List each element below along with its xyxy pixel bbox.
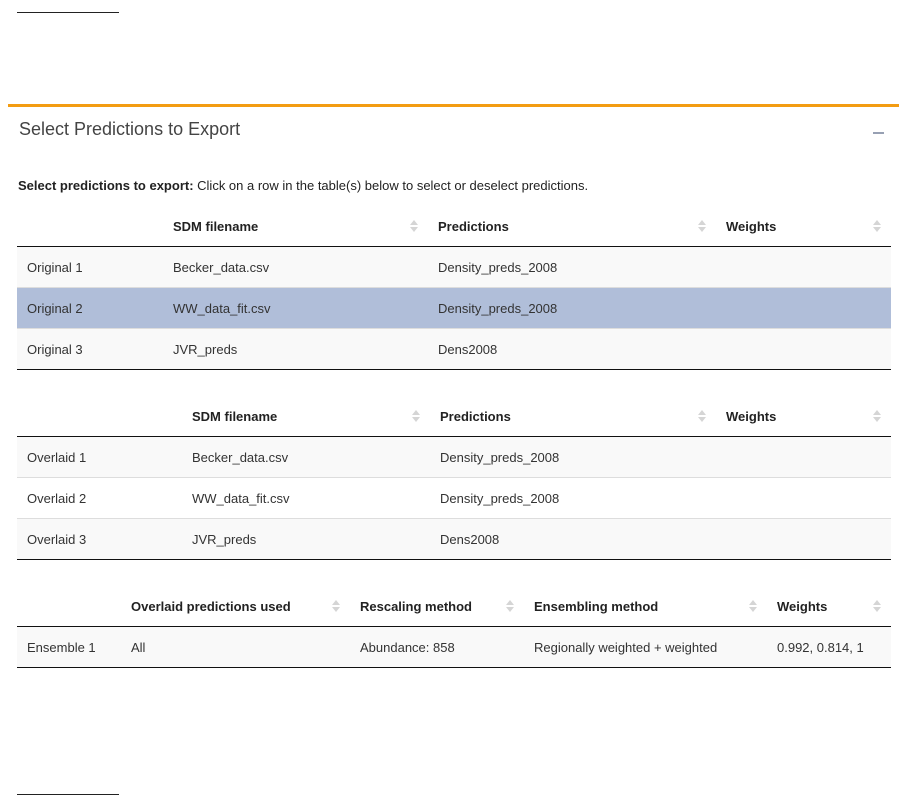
column-header-overlaid-predictions-used[interactable] bbox=[121, 586, 350, 627]
column-header-sdm-filename[interactable] bbox=[163, 206, 428, 247]
overlaid-predictions-table bbox=[17, 396, 891, 560]
predictions-cell: Dens2008 bbox=[428, 329, 716, 370]
column-header-label: Weights bbox=[777, 598, 828, 614]
sort-icon[interactable] bbox=[698, 410, 706, 422]
overlaid-used-cell: All bbox=[121, 627, 350, 668]
ensemble-predictions-table bbox=[17, 586, 891, 668]
table-row[interactable] bbox=[17, 437, 891, 478]
column-header-label: Overlaid predictions used bbox=[131, 598, 291, 614]
column-header-label: SDM filename bbox=[192, 408, 278, 424]
export-predictions-box bbox=[8, 104, 899, 671]
weights-cell bbox=[716, 519, 891, 560]
column-header-id bbox=[17, 396, 182, 437]
weights-cell bbox=[716, 329, 891, 370]
table-row[interactable] bbox=[17, 247, 891, 288]
column-header-weights[interactable] bbox=[716, 396, 891, 437]
sort-icon[interactable] bbox=[873, 220, 881, 232]
column-header-rescaling-method[interactable] bbox=[350, 586, 524, 627]
sdm-filename-cell: WW_data_fit.csv bbox=[163, 288, 428, 329]
weights-cell bbox=[716, 478, 891, 519]
column-header-label: Ensembling method bbox=[534, 598, 659, 614]
row-id: Overlaid 1 bbox=[27, 449, 87, 465]
sdm-filename-cell: WW_data_fit.csv bbox=[182, 478, 430, 519]
column-header-label: Rescaling method bbox=[360, 598, 472, 614]
column-header-sdm-filename[interactable] bbox=[182, 396, 430, 437]
predictions-cell: Density_preds_2008 bbox=[430, 478, 716, 519]
table-row[interactable] bbox=[17, 627, 891, 668]
table-header-row bbox=[17, 396, 891, 437]
column-header-id bbox=[17, 586, 121, 627]
sort-icon[interactable] bbox=[332, 600, 340, 612]
instructions bbox=[18, 178, 588, 193]
column-header-label: SDM filename bbox=[173, 218, 259, 234]
table-header-row bbox=[17, 206, 891, 247]
sort-icon[interactable] bbox=[873, 600, 881, 612]
row-id: Original 3 bbox=[17, 329, 163, 370]
column-header-label: Predictions bbox=[438, 218, 509, 234]
sort-icon[interactable] bbox=[749, 600, 757, 612]
minus-icon[interactable] bbox=[872, 124, 886, 140]
rescaling-cell: Abundance: 858 bbox=[350, 627, 524, 668]
column-header-predictions[interactable] bbox=[428, 206, 716, 247]
sort-icon[interactable] bbox=[410, 220, 418, 232]
column-header-label: Weights bbox=[726, 218, 777, 234]
sdm-filename-cell: JVR_preds bbox=[163, 329, 428, 370]
box-title: Select Predictions to Export bbox=[19, 119, 241, 139]
table-row-selected[interactable] bbox=[17, 288, 891, 329]
column-header-id bbox=[17, 206, 163, 247]
table-row[interactable] bbox=[17, 478, 891, 519]
row-id: Original 2 bbox=[17, 288, 163, 329]
original-predictions-table bbox=[17, 206, 891, 370]
row-id: Ensemble 1 bbox=[17, 627, 121, 668]
table-header-row bbox=[17, 586, 891, 627]
sdm-filename-cell: Becker_data.csv bbox=[173, 259, 270, 275]
column-header-label: Weights bbox=[726, 408, 777, 424]
sort-icon[interactable] bbox=[873, 410, 881, 422]
table-row[interactable] bbox=[17, 519, 891, 560]
row-id: Overlaid 2 bbox=[17, 478, 182, 519]
sdm-filename-cell: Becker_data.csv bbox=[192, 449, 289, 465]
instructions-label: Select predictions to export: bbox=[18, 178, 194, 193]
weights-cell: 0.992, 0.814, 1 bbox=[767, 627, 891, 668]
ensembling-cell: Regionally weighted + weighted bbox=[524, 627, 767, 668]
top-divider bbox=[17, 12, 119, 13]
weights-cell bbox=[716, 437, 891, 478]
instructions-text: Click on a row in the table(s) below to select or deselect predictions. bbox=[193, 178, 589, 193]
column-header-weights[interactable] bbox=[716, 206, 891, 247]
weights-cell bbox=[716, 288, 891, 329]
row-id: Original 1 bbox=[27, 259, 83, 275]
sdm-filename-cell: JVR_preds bbox=[182, 519, 430, 560]
column-header-ensembling-method[interactable] bbox=[524, 586, 767, 627]
sort-icon[interactable] bbox=[506, 600, 514, 612]
predictions-cell: Dens2008 bbox=[430, 519, 716, 560]
predictions-cell: Density_preds_2008 bbox=[438, 259, 558, 275]
weights-cell bbox=[716, 247, 891, 288]
sort-icon[interactable] bbox=[412, 410, 420, 422]
column-header-predictions[interactable] bbox=[430, 396, 716, 437]
row-id: Overlaid 3 bbox=[17, 519, 182, 560]
predictions-cell: Density_preds_2008 bbox=[428, 288, 716, 329]
column-header-label: Predictions bbox=[440, 408, 511, 424]
predictions-cell: Density_preds_2008 bbox=[440, 449, 560, 465]
table-row[interactable] bbox=[17, 329, 891, 370]
sort-icon[interactable] bbox=[698, 220, 706, 232]
column-header-weights[interactable] bbox=[767, 586, 891, 627]
